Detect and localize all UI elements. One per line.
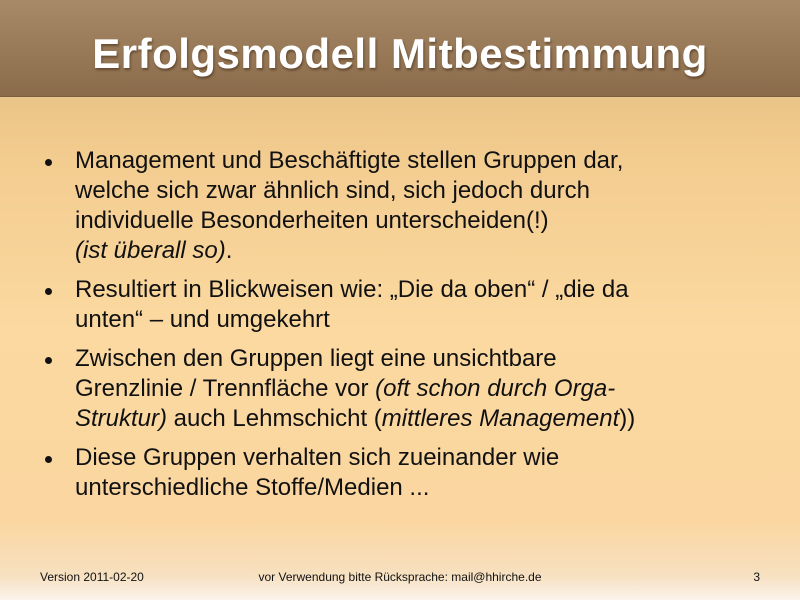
footer-version: Version 2011-02-20 bbox=[40, 570, 144, 584]
bullet-item-2 bbox=[40, 275, 780, 335]
footer-page-number: 3 bbox=[753, 570, 760, 584]
bullet-dot-icon bbox=[45, 288, 52, 295]
bullet-2-line-2: unten“ – und umgekehrt bbox=[75, 306, 330, 333]
bullet-item-3 bbox=[40, 344, 780, 434]
bullet-1-line-2: welche sich zwar ähnlich sind, sich jedoch durch bbox=[75, 177, 590, 204]
bullet-dot-icon bbox=[45, 159, 52, 166]
bullet-4-line-1: Diese Gruppen verhalten sich zueinander wie bbox=[75, 444, 560, 471]
bullet-2-line-1: Resultiert in Blickweisen wie: „Die da oben“ / „die da bbox=[75, 276, 629, 303]
footer-note: vor Verwendung bitte Rücksprache: mail@hhirche.de bbox=[258, 570, 542, 584]
bullet-3-line-3-end: )) bbox=[619, 405, 636, 432]
bullet-3-line-3-italic-2: mittleres Management bbox=[381, 405, 620, 432]
bullet-dot-icon bbox=[45, 456, 52, 463]
title-bar bbox=[0, 0, 800, 97]
bullet-item-4 bbox=[40, 443, 780, 503]
bullet-dot-icon bbox=[45, 357, 52, 364]
bullet-3-line-1: Zwischen den Gruppen liegt eine unsichtbare bbox=[75, 345, 557, 372]
bullet-3-line-2-plain: Grenzlinie / Trennfläche vor bbox=[75, 375, 376, 402]
bullet-3-line-3-plain: auch Lehmschicht ( bbox=[167, 405, 382, 432]
bullet-1-tail: . bbox=[225, 237, 233, 264]
slide-title: Erfolgsmodell Mitbestimmung bbox=[92, 30, 708, 77]
bullet-3-line-2-italic: (oft schon durch Orga- bbox=[375, 375, 616, 402]
bullet-item-1 bbox=[40, 146, 780, 266]
bullet-1-italic: (ist überall so) bbox=[75, 237, 226, 264]
bullet-1-line-1: Management und Beschäftigte stellen Gruppen dar, bbox=[75, 147, 624, 174]
bullet-1-line-3: individuelle Besonderheiten unterscheiden(!) bbox=[75, 207, 549, 234]
bullet-4-line-2: unterschiedliche Stoffe/Medien ... bbox=[75, 474, 430, 501]
bullet-list bbox=[40, 146, 780, 503]
bullet-3-line-3-italic: Struktur) bbox=[75, 405, 168, 432]
